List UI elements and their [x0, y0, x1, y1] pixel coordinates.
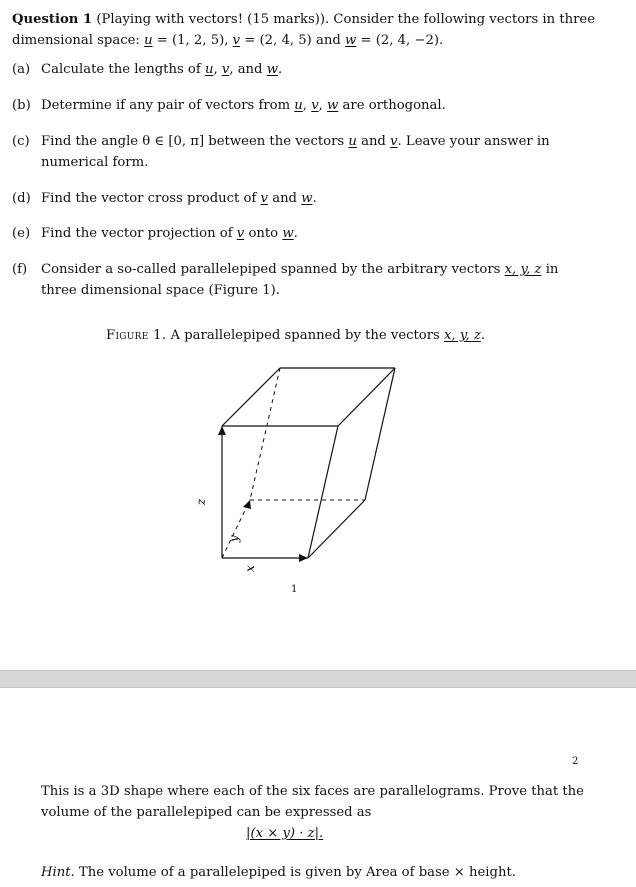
var-u: u [204, 62, 214, 77]
label-z: z [194, 498, 208, 505]
text: Calculate the lengths of [41, 62, 201, 77]
var-u: u [348, 134, 357, 149]
vars-xyz: x, y, z [504, 262, 542, 277]
edge [222, 368, 280, 426]
var-w: w [327, 98, 339, 113]
text: and [361, 134, 386, 149]
var-w: w [282, 226, 294, 241]
var-w: w [301, 191, 313, 206]
part-label: (f) [12, 262, 28, 277]
text: Determine if any pair of vectors from [41, 98, 291, 113]
hidden-edge [250, 368, 280, 500]
v-eq: = (2, 4, 5) [244, 33, 312, 48]
text: are orthogonal. [342, 98, 446, 113]
hint-text: The volume of a parallelepiped is given by Area of base × height. [78, 865, 516, 880]
question-intro-line2 [12, 31, 443, 51]
var-v: v [260, 191, 268, 206]
edge [308, 426, 338, 558]
page2-line2: volume of the parallelepiped can be expressed as [41, 805, 372, 820]
figure-caption-text: A parallelepiped spanned by the vectors [170, 328, 440, 343]
hint-label: Hint. [41, 865, 75, 880]
part-c-text [41, 131, 601, 173]
var-v: v [221, 62, 230, 77]
figure-caption [106, 326, 485, 346]
edge [338, 368, 395, 426]
text: . Leave your answer in numerical form. [41, 134, 550, 170]
part-label: (a) [12, 62, 31, 77]
page-number: 2 [572, 756, 579, 767]
question-title: Question 1 [12, 12, 93, 27]
part-label: (e) [12, 226, 31, 241]
text: , [213, 62, 218, 77]
text: and [272, 191, 298, 206]
var-v: v [232, 33, 241, 48]
arrowhead-x [299, 554, 308, 562]
var-w: w [266, 62, 278, 77]
label-x: x [243, 565, 257, 572]
page2-line1: This is a 3D shape where each of the six faces are parallelograms. Prove that the [41, 784, 584, 799]
var-v: v [311, 98, 319, 113]
question-intro-1: Consider the following vectors in three [333, 12, 596, 27]
edge [308, 500, 365, 558]
text: Consider a so-called parallelepiped spanned by the arbitrary vectors [41, 262, 501, 277]
text: . [312, 191, 317, 206]
intro-prefix: dimensional space: [12, 33, 140, 48]
part-d-text [41, 188, 601, 209]
figure-label: Figure 1. [106, 328, 167, 343]
part-a-text [41, 59, 601, 80]
var-v: v [236, 226, 245, 241]
edge [365, 368, 395, 500]
part-f-text [41, 259, 589, 301]
parallelepiped-figure [180, 360, 420, 585]
part-label: (b) [12, 98, 31, 113]
volume-formula [246, 826, 323, 841]
text: in three dimensional space (Figure 1). [41, 262, 559, 298]
text: , and [229, 62, 263, 77]
var-w: w [345, 33, 357, 48]
label-y: y [227, 535, 241, 542]
arrowhead-z [218, 426, 226, 435]
var-u: u [144, 33, 153, 48]
part-label: (c) [12, 134, 30, 149]
text: onto [248, 226, 279, 241]
page-separator [0, 670, 636, 688]
u-eq: = (1, 2, 5), [156, 33, 229, 48]
figure-caption-vars: x, y, z [444, 328, 481, 343]
question-heading [12, 10, 595, 30]
hint [41, 862, 516, 883]
arrowhead-y [243, 500, 251, 509]
part-e-text [41, 223, 601, 244]
formula-text: |(x × y) · z|. [246, 826, 324, 841]
question-subtitle: (Playing with vectors! (15 marks)). [96, 12, 330, 27]
text: . [293, 226, 298, 241]
text: Find the vector cross product of [41, 191, 257, 206]
w-eq: = (2, 4, −2). [360, 33, 444, 48]
page-2 [0, 688, 636, 887]
and-word: and [315, 33, 341, 48]
var-u: u [294, 98, 303, 113]
text: Find the vector projection of [41, 226, 233, 241]
part-b-text: Determine if any pair of vectors from u, v, w are orthogonal. [41, 98, 446, 113]
var-v: v [390, 134, 398, 149]
hidden-edge-y [222, 500, 250, 558]
caption-period: . [480, 328, 486, 343]
text: . [278, 62, 283, 77]
page-number: 1 [291, 584, 298, 595]
part-label: (d) [12, 191, 31, 206]
text: Find the angle θ ∈ [0, π] between the vectors [41, 134, 345, 149]
